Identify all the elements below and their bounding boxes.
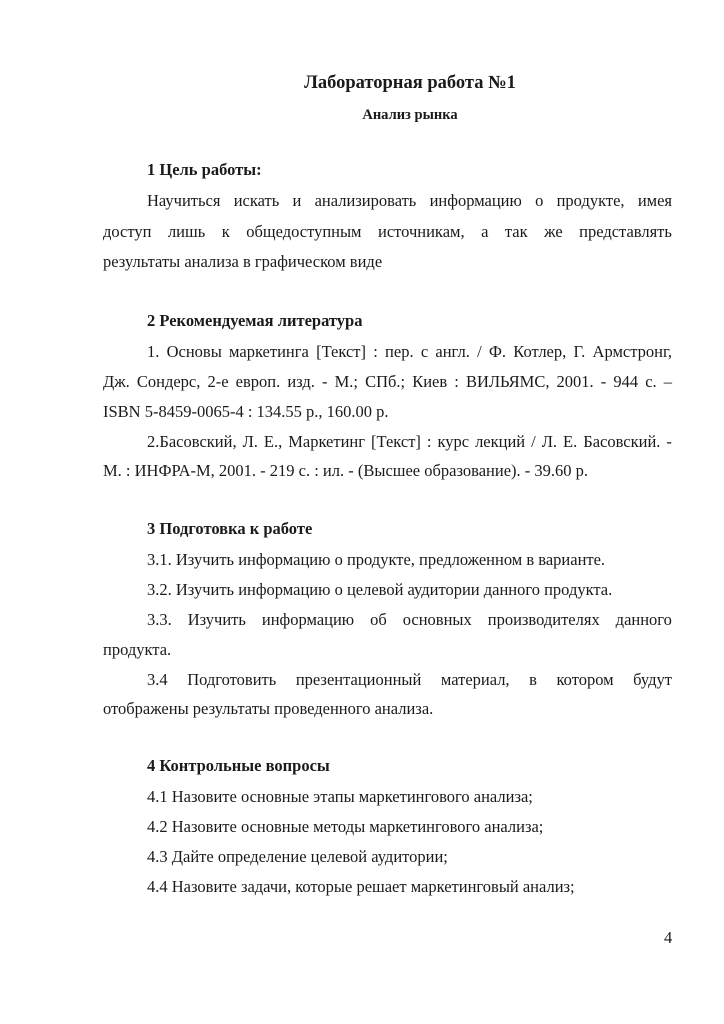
section-1-line-3: результаты анализа в графическом виде	[103, 252, 383, 271]
section-1-line-1: Научиться искать и анализировать информацию о продукте, имея	[147, 191, 672, 210]
section-4-line-2: 4.2 Назовите основные методы маркетингового анализа;	[147, 817, 544, 836]
section-3-heading: 3 Подготовка к работе	[147, 519, 313, 538]
section-2-line-1: 1. Основы маркетинга [Текст] : пер. с англ. / Ф. Котлер, Г. Армстронг,	[147, 342, 672, 361]
page-title: Лабораторная работа №1	[304, 73, 516, 93]
section-2-line-4: 2.Басовский, Л. Е., Маркетинг [Текст] : курс лекций / Л. Е. Басовский. -	[147, 432, 672, 451]
section-2-heading: 2 Рекомендуемая литература	[147, 311, 363, 330]
section-1-heading: 1 Цель работы:	[147, 160, 262, 179]
section-4-line-4: 4.4 Назовите задачи, которые решает маркетинговый анализ;	[147, 877, 575, 896]
section-3-line-5: 3.4 Подготовить презентационный материал, в котором будут	[147, 670, 672, 689]
page-number: 4	[664, 928, 673, 947]
section-2-line-2: Дж. Сондерс, 2-е европ. изд. - М.; СПб.; Киев : ВИЛЬЯМС, 2001. - 944 с. –	[103, 372, 672, 391]
section-4-heading: 4 Контрольные вопросы	[147, 756, 330, 775]
section-2-line-5: М. : ИНФРА-М, 2001. - 219 с. : ил. - (Высшее образование). - 39.60 р.	[103, 461, 589, 480]
page-subtitle: Анализ рынка	[362, 107, 458, 123]
section-4-line-3: 4.3 Дайте определение целевой аудитории;	[147, 847, 448, 866]
section-3-line-4: продукта.	[103, 640, 172, 659]
section-3-line-3: 3.3. Изучить информацию об основных производителях данного	[147, 610, 672, 629]
section-4-line-1: 4.1 Назовите основные этапы маркетингового анализа;	[147, 787, 533, 806]
section-3-line-2: 3.2. Изучить информацию о целевой аудитории данного продукта.	[147, 580, 613, 599]
section-3-line-1: 3.1. Изучить информацию о продукте, предложенном в варианте.	[147, 550, 606, 569]
section-3-line-6: отображены результаты проведенного анализа.	[103, 699, 434, 718]
section-1-line-2: доступ лишь к общедоступным источникам, а так же представлять	[103, 222, 672, 241]
section-2-line-3: ISBN 5-8459-0065-4 : 134.55 р., 160.00 р.	[103, 402, 389, 421]
